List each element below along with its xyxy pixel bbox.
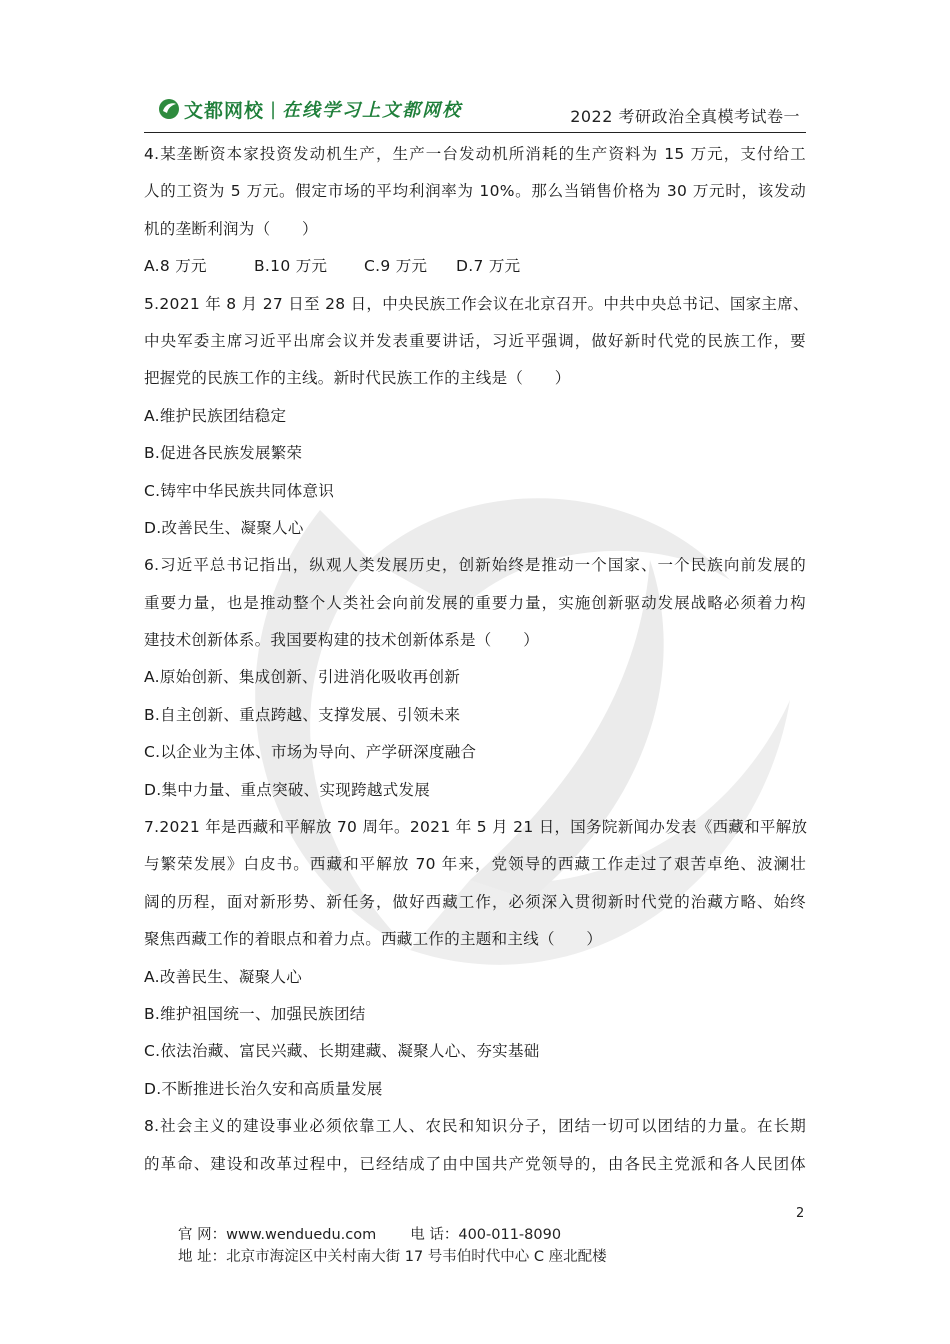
question-7 xyxy=(144,809,806,1108)
option-a: A.维护民族团结稳定 xyxy=(144,406,287,425)
footer-address-line xyxy=(178,1246,607,1268)
brand-name: 文都网校 xyxy=(184,99,265,122)
question-text-line: 机的垄断利润为（ ） xyxy=(144,219,318,238)
brand-leaf-icon xyxy=(158,98,180,120)
question-text-line: 建技术创新体系。我国要构建的技术创新体系是（ ） xyxy=(144,631,540,650)
answer-options xyxy=(144,248,806,285)
question-text-line: 把握党的民族工作的主线。新时代民族工作的主线是（ ） xyxy=(144,369,571,388)
question-5 xyxy=(144,286,809,548)
option-c: C.依法治藏、富民兴藏、长期建藏、凝聚人心、夯实基础 xyxy=(144,1042,540,1061)
phone-label: 电 话： xyxy=(410,1227,459,1243)
brand-slogan: 在线学习上文都网校 xyxy=(282,100,463,121)
option-c: C.铸牢中华民族共同体意识 xyxy=(144,481,335,500)
site-url[interactable]: www.wenduedu.com xyxy=(226,1227,377,1243)
option-a: A.原始创新、集成创新、引进消化吸收再创新 xyxy=(144,668,461,687)
question-text-line: 8.社会主义的建设事业必须依靠工人、农民和知识分子，团结一切可以团结的力量。在长期 xyxy=(144,1117,806,1136)
question-6 xyxy=(144,547,806,809)
question-text-line: 4.某垄断资本家投资发动机生产，生产一台发动机所消耗的生产资料为 15 万元，支付给工 xyxy=(144,145,806,163)
option-d: D.7 万元 xyxy=(456,257,521,276)
document-title: 2022 考研政治全真模考试卷一 xyxy=(570,107,800,126)
option-d: D.集中力量、重点突破、实现跨越式发展 xyxy=(144,780,431,799)
question-text-line: 聚焦西藏工作的着眼点和着力点。西藏工作的主题和主线（ ） xyxy=(144,930,603,949)
site-label: 官 网： xyxy=(178,1227,227,1243)
question-text-line: 阔的历程，面对新形势、新任务，做好西藏工作，必须深入贯彻新时代党的治藏方略、始终 xyxy=(144,892,806,911)
question-text-line: 人的工资为 5 万元。假定市场的平均利润率为 10%。那么当销售价格为 30 万元时，该发动 xyxy=(144,182,806,201)
question-8 xyxy=(144,1108,806,1183)
question-text-line: 与繁荣发展》白皮书。西藏和平解放 70 年来，党领导的西藏工作走过了艰苦卓绝、波澜壮 xyxy=(144,855,806,874)
option-c: C.以企业为主体、市场为导向、产学研深度融合 xyxy=(144,743,477,762)
option-b: B.10 万元 xyxy=(254,257,328,276)
question-4 xyxy=(144,136,806,286)
page-footer xyxy=(178,1224,607,1268)
phone-number: 400-011-8090 xyxy=(458,1227,562,1243)
option-c: C.9 万元 xyxy=(364,257,428,276)
question-text-line: 6.习近平总书记指出，纵观人类发展历史，创新始终是推动一个国家、一个民族向前发展的 xyxy=(144,556,806,575)
address-value: 北京市海淀区中关村南大街 17 号韦伯时代中心 C 座北配楼 xyxy=(226,1249,607,1265)
option-a: A.改善民生、凝聚人心 xyxy=(144,967,303,986)
page-number: 2 xyxy=(796,1206,805,1221)
option-b: B.促进各民族发展繁荣 xyxy=(144,444,303,463)
brand-separator: | xyxy=(270,98,277,120)
option-d: D.改善民生、凝聚人心 xyxy=(144,518,304,537)
option-b: B.自主创新、重点跨越、支撑发展、引领未来 xyxy=(144,705,461,724)
question-text-line: 中央军委主席习近平出席会议并发表重要讲话，习近平强调，做好新时代党的民族工作，要 xyxy=(144,331,806,350)
address-label: 地 址： xyxy=(178,1249,227,1265)
question-text-line: 7.2021 年是西藏和平解放 70 周年。2021 年 5 月 21 日，国务院新闻办发表《西藏和平解放 xyxy=(144,818,808,837)
page-header xyxy=(144,88,806,133)
brand-logo xyxy=(158,94,462,124)
option-b: B.维护祖国统一、加强民族团结 xyxy=(144,1004,366,1023)
question-text-line: 5.2021 年 8 月 27 日至 28 日，中央民族工作会议在北京召开。中共中央总书记、国家主席、 xyxy=(144,294,809,313)
footer-contact-line xyxy=(178,1224,607,1246)
question-text-line: 重要力量，也是推动整个人类社会向前发展的重要力量，实施创新驱动发展战略必须着力构 xyxy=(144,593,806,612)
option-d: D.不断推进长治久安和高质量发展 xyxy=(144,1079,383,1098)
question-text-line: 的革命、建设和改革过程中，已经结成了由中国共产党领导的，由各民主党派和各人民团体 xyxy=(144,1154,806,1173)
option-a: A.8 万元 xyxy=(144,257,207,276)
exam-content xyxy=(144,136,809,1183)
